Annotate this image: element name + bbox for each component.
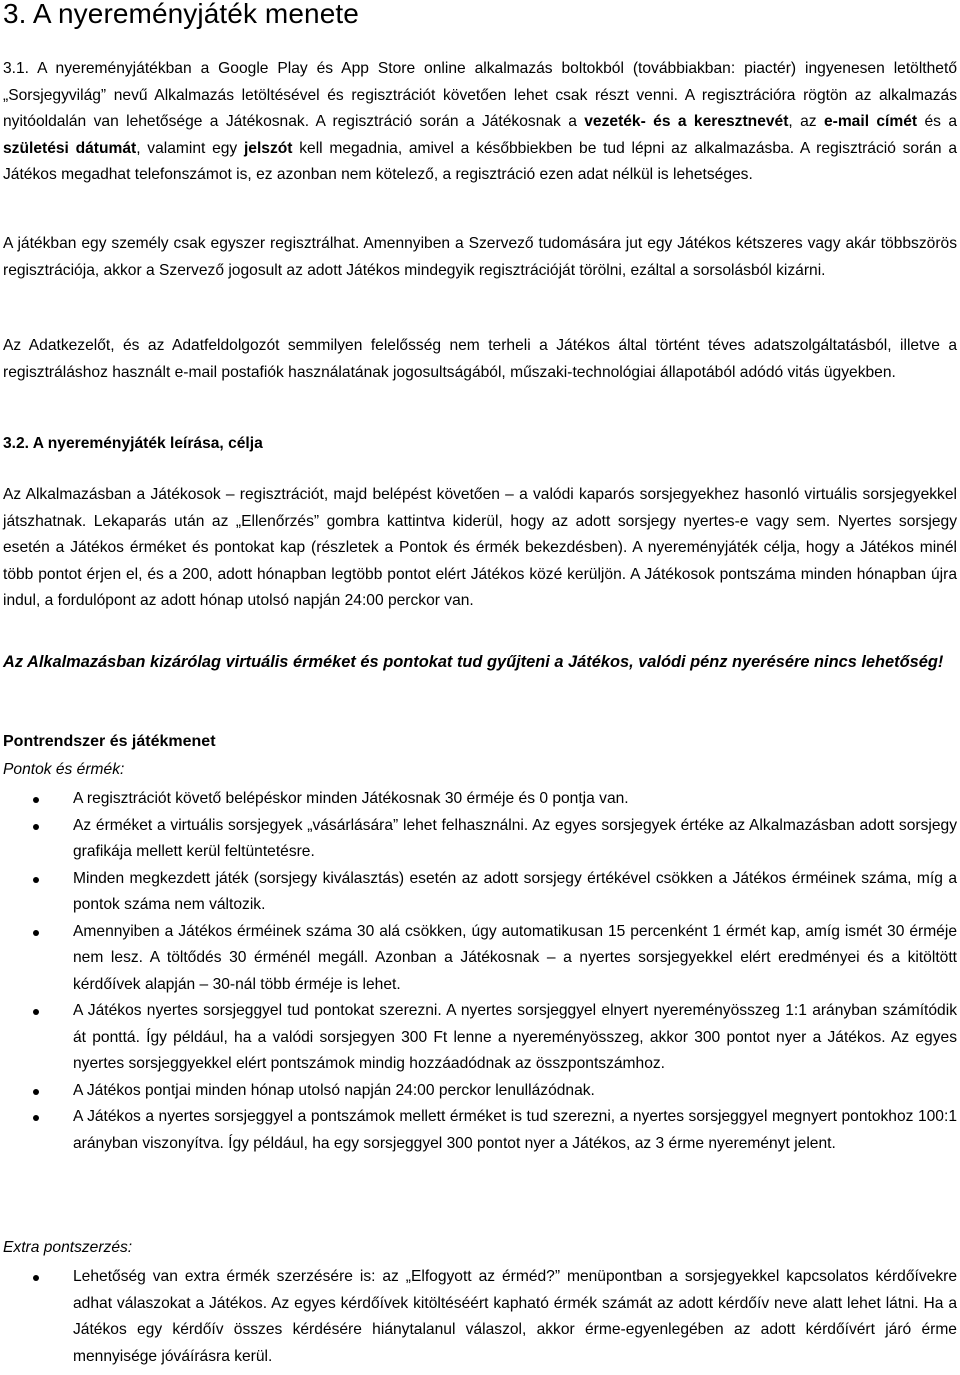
paragraph-game-description: Az Alkalmazásban a Játékosok – regisztrációt, majd belépést követően – a valódi kaparós sorsjegyekhez hasonló virtuális sorsjegyekkel játszhatnak. Lekaparás után az „Ellenőrzés” gombra kattintva kiderül, hogy az adott sorsjegy nyertes-e vagy sem. Nyertes sorsjegy esetén a Játékos érméket és pontokat kap (részletek a Pontok és érmék bekezdésben). A nyereményjáték célja, hogy a Játékos minél több pontot érjen el, és a 200, adott hónapban legtöbb pontot elért Játékos közé kerüljön. A Játékosok pontszáma minden hónapban újra indul, a fordulópont az adott hónap utolsó napján 24:00 perckor van. [3, 486, 957, 609]
list-item-text: A Játékos nyertes sorsjeggyel tud pontokat szerezni. A nyertes sorsjeggyel elnyert nyereményösszeg 1:1 arányban számítódik át ponttá. Így például, ha a valódi sorsjegyen 300 Ft lenne a nyereményösszeg, akkor 300 pontot nyer a Játékos. Az egyes nyertes sorsjeggyekkel elért pontszámok mindig hozzáadódnak az összpontszámhoz. [73, 1002, 957, 1072]
bullet-icon [33, 1115, 39, 1121]
list-item-text: Minden megkezdett játék (sorsjegy kiválasztás) esetén az adott sorsjegy értékével csökken a Játékos érméinek száma, míg a pontok száma nem változik. [73, 869, 957, 913]
list-item [3, 1264, 957, 1370]
bullet-icon [33, 1089, 39, 1095]
bullet-icon [33, 797, 39, 803]
list-item-text: Az érméket a virtuális sorsjegyek „vásárlására” lehet felhasználni. Az egyes sorsjegyek értéke az Alkalmazásban adott sorsjegy grafikája mellett kerül feltüntetésre. [73, 816, 957, 860]
extra-points-list [3, 1264, 957, 1370]
list-item-text: A Játékos pontjai minden hónap utolsó napján 24:00 perckor lenullázódnak. [73, 1081, 595, 1099]
list-item [3, 866, 957, 919]
points-coins-list [3, 786, 957, 1157]
list-item [3, 1104, 957, 1157]
heading-extra-points: Extra pontszerzés: [3, 1239, 133, 1256]
virtual-only-notice: Az Alkalmazásban kizárólag virtuális érméket és pontokat tud gyűjteni a Játékos, valódi pénz nyerésére nincs lehetőség! [3, 653, 944, 671]
list-item [3, 786, 957, 813]
section-title-3-2: 3.2. A nyereményjáték leírása, célja [3, 435, 263, 452]
list-item-text: A Játékos a nyertes sorsjeggyel a pontszámok mellett érméket is tud szerezni, a nyertes sorsjeggyel megnyert pontokhoz 100:1 arányban viszonyítva. Így például, ha egy sorsjeggyel 300 pontot nyer a Játékos, az 3 érme nyereményt jelent. [73, 1108, 957, 1152]
paragraph-liability: Az Adatkezelőt, és az Adatfeldolgozót semmilyen felelősség nem terheli a Játékos által történt téves adatszolgáltatásból, illetve a regisztráláshoz használt e-mail postafiók használatának jogosultságából, műszaki-technológiai állapotából adódó vitás ügyekben. [3, 337, 957, 381]
bullet-icon [33, 824, 39, 830]
paragraph-registration: 3.1. A nyereményjátékban a Google Play és App Store online alkalmazás boltokból (továbbiakban: piactér) ingyenesen letölthető „Sorsjegyvilág” nevű Alkalmazás letöltésével és regisztrációt követően lehet csak részt venni. A regisztrációra rögtön az alkalmazás nyitóoldalán van lehetősége a Játékosnak. A regisztráció során a Játékosnak a vezeték- és a keresztnevét, az e-mail címét és a születési dátumát, valamint egy jelszót kell megadnia, amivel a későbbiekben be tud lépni az alkalmazásba. A regisztráció során a Játékos megadhat telefonszámot is, ez azonban nem kötelező, a regisztráció ezen adat nélkül is lehetséges. [3, 60, 958, 183]
bullet-icon [33, 1275, 39, 1281]
section-number: 3.1. [3, 60, 30, 77]
list-item [3, 919, 957, 999]
list-item [3, 998, 957, 1078]
paragraph-single-registration: A játékban egy személy csak egyszer regisztrálhat. Amennyiben a Szervező tudomására jut egy Játékos kétszeres vagy akár többszörös regisztrációja, akkor a Szervező jogosult az adott Játékos mindegyik regisztrációját törölni, ezáltal a sorsolásból kizárni. [3, 235, 957, 279]
page-heading: 3. A nyereményjáték menete [3, 0, 359, 29]
list-item-text: A regisztrációt követő belépéskor minden Játékosnak 30 érméje és 0 pontja van. [73, 790, 629, 807]
heading-points-and-coins: Pontok és érmék: [3, 761, 125, 778]
bullet-icon [33, 1009, 39, 1015]
list-item-text: Lehetőség van extra érmék szerzésére is: az „Elfogyott az érméd?” menüpontban a sorsjegyekkel kapcsolatos kérdőívekre adhat válaszokat a Játékos. Az egyes kérdőívek kitöltéséért kapható érmék számát az adott kérdőív neve alatt lehet látni. Ha a Játékos egy kérdőív összes kérdésére hiánytalanul válaszol, akkor érme-egyenlegében az adott kérdőívért járó érme mennyisége jóváírásra kerül. [73, 1268, 957, 1365]
list-item [3, 1078, 957, 1105]
bullet-icon [33, 877, 39, 883]
list-item [3, 813, 957, 866]
list-item-text: Amennyiben a Játékos érméinek száma 30 alá csökken, úgy automatikusan 15 percenként 1 érmét kap, amíg ismét 30 érméje nem lesz. A töltődés 30 érménél megáll. Azonban a Játékosnak – a nyertes sorsjegyekkel elért eredményei és a kitöltött kérdőívek alapján – 30-nál több érméje is lehet. [73, 922, 957, 993]
heading-point-system: Pontrendszer és játékmenet [3, 733, 216, 750]
bullet-icon [33, 930, 39, 936]
